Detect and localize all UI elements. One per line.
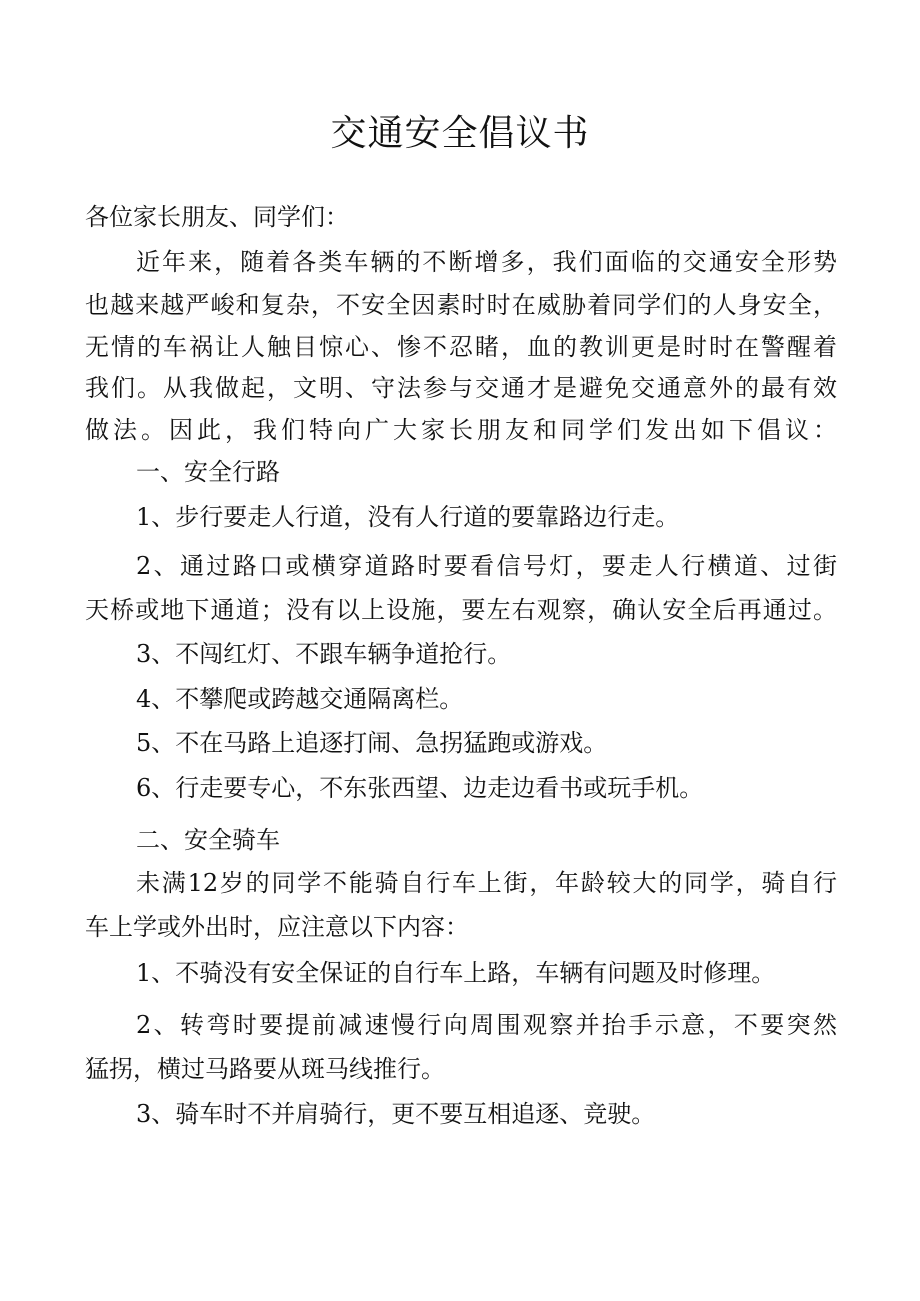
cycling-item-continued: 猛拐，横过马路要从斑马线推行。 [85,1055,445,1083]
walking-item: 3、不闯红灯、不跟车辆争道抢行。 [136,640,512,668]
cycling-intro-line: 未满12岁的同学不能骑自行车上街，年龄较大的同学，骑自行 [136,869,837,897]
document-title: 交通安全倡议书 [330,113,590,154]
intro-line: 近年来，随着各类车辆的不断增多，我们面临的交通安全形势 [136,248,837,276]
section-heading-cycling: 二、安全骑车 [136,826,280,854]
walking-item-continued: 天桥或地下通道；没有以上设施，要左右观察，确认安全后再通过。 [85,596,837,624]
walking-item: 2、通过路口或横穿道路时要看信号灯，要走人行横道、过街 [136,552,837,580]
walking-item: 4、不攀爬或跨越交通隔离栏。 [136,685,464,713]
intro-line: 也越来越严峻和复杂，不安全因素时时在威胁着同学们的人身安全， [85,291,837,319]
cycling-item: 1、不骑没有安全保证的自行车上路，车辆有问题及时修理。 [136,959,776,987]
section-heading-walking: 一、安全行路 [136,458,280,486]
cycling-item: 2、转弯时要提前减速慢行向周围观察并抬手示意，不要突然 [136,1011,837,1039]
intro-line: 我们。从我做起，文明、守法参与交通才是避免交通意外的最有效 [85,374,837,402]
intro-line: 做法。因此，我们特向广大家长朋友和同学们发出如下倡议： [85,416,837,444]
walking-item: 1、步行要走人行道，没有人行道的要靠路边行走。 [136,503,680,531]
cycling-item: 3、骑车时不并肩骑行，更不要互相追逐、竞驶。 [136,1100,656,1128]
walking-item: 5、不在马路上追逐打闹、急拐猛跑或游戏。 [136,729,608,757]
greeting: 各位家长朋友、同学们： [85,203,349,231]
walking-item: 6、行走要专心，不东张西望、边走边看书或玩手机。 [136,774,704,802]
cycling-intro-line: 车上学或外出时，应注意以下内容： [85,913,469,941]
intro-line: 无情的车祸让人触目惊心、惨不忍睹，血的教训更是时时在警醒着 [85,333,837,361]
